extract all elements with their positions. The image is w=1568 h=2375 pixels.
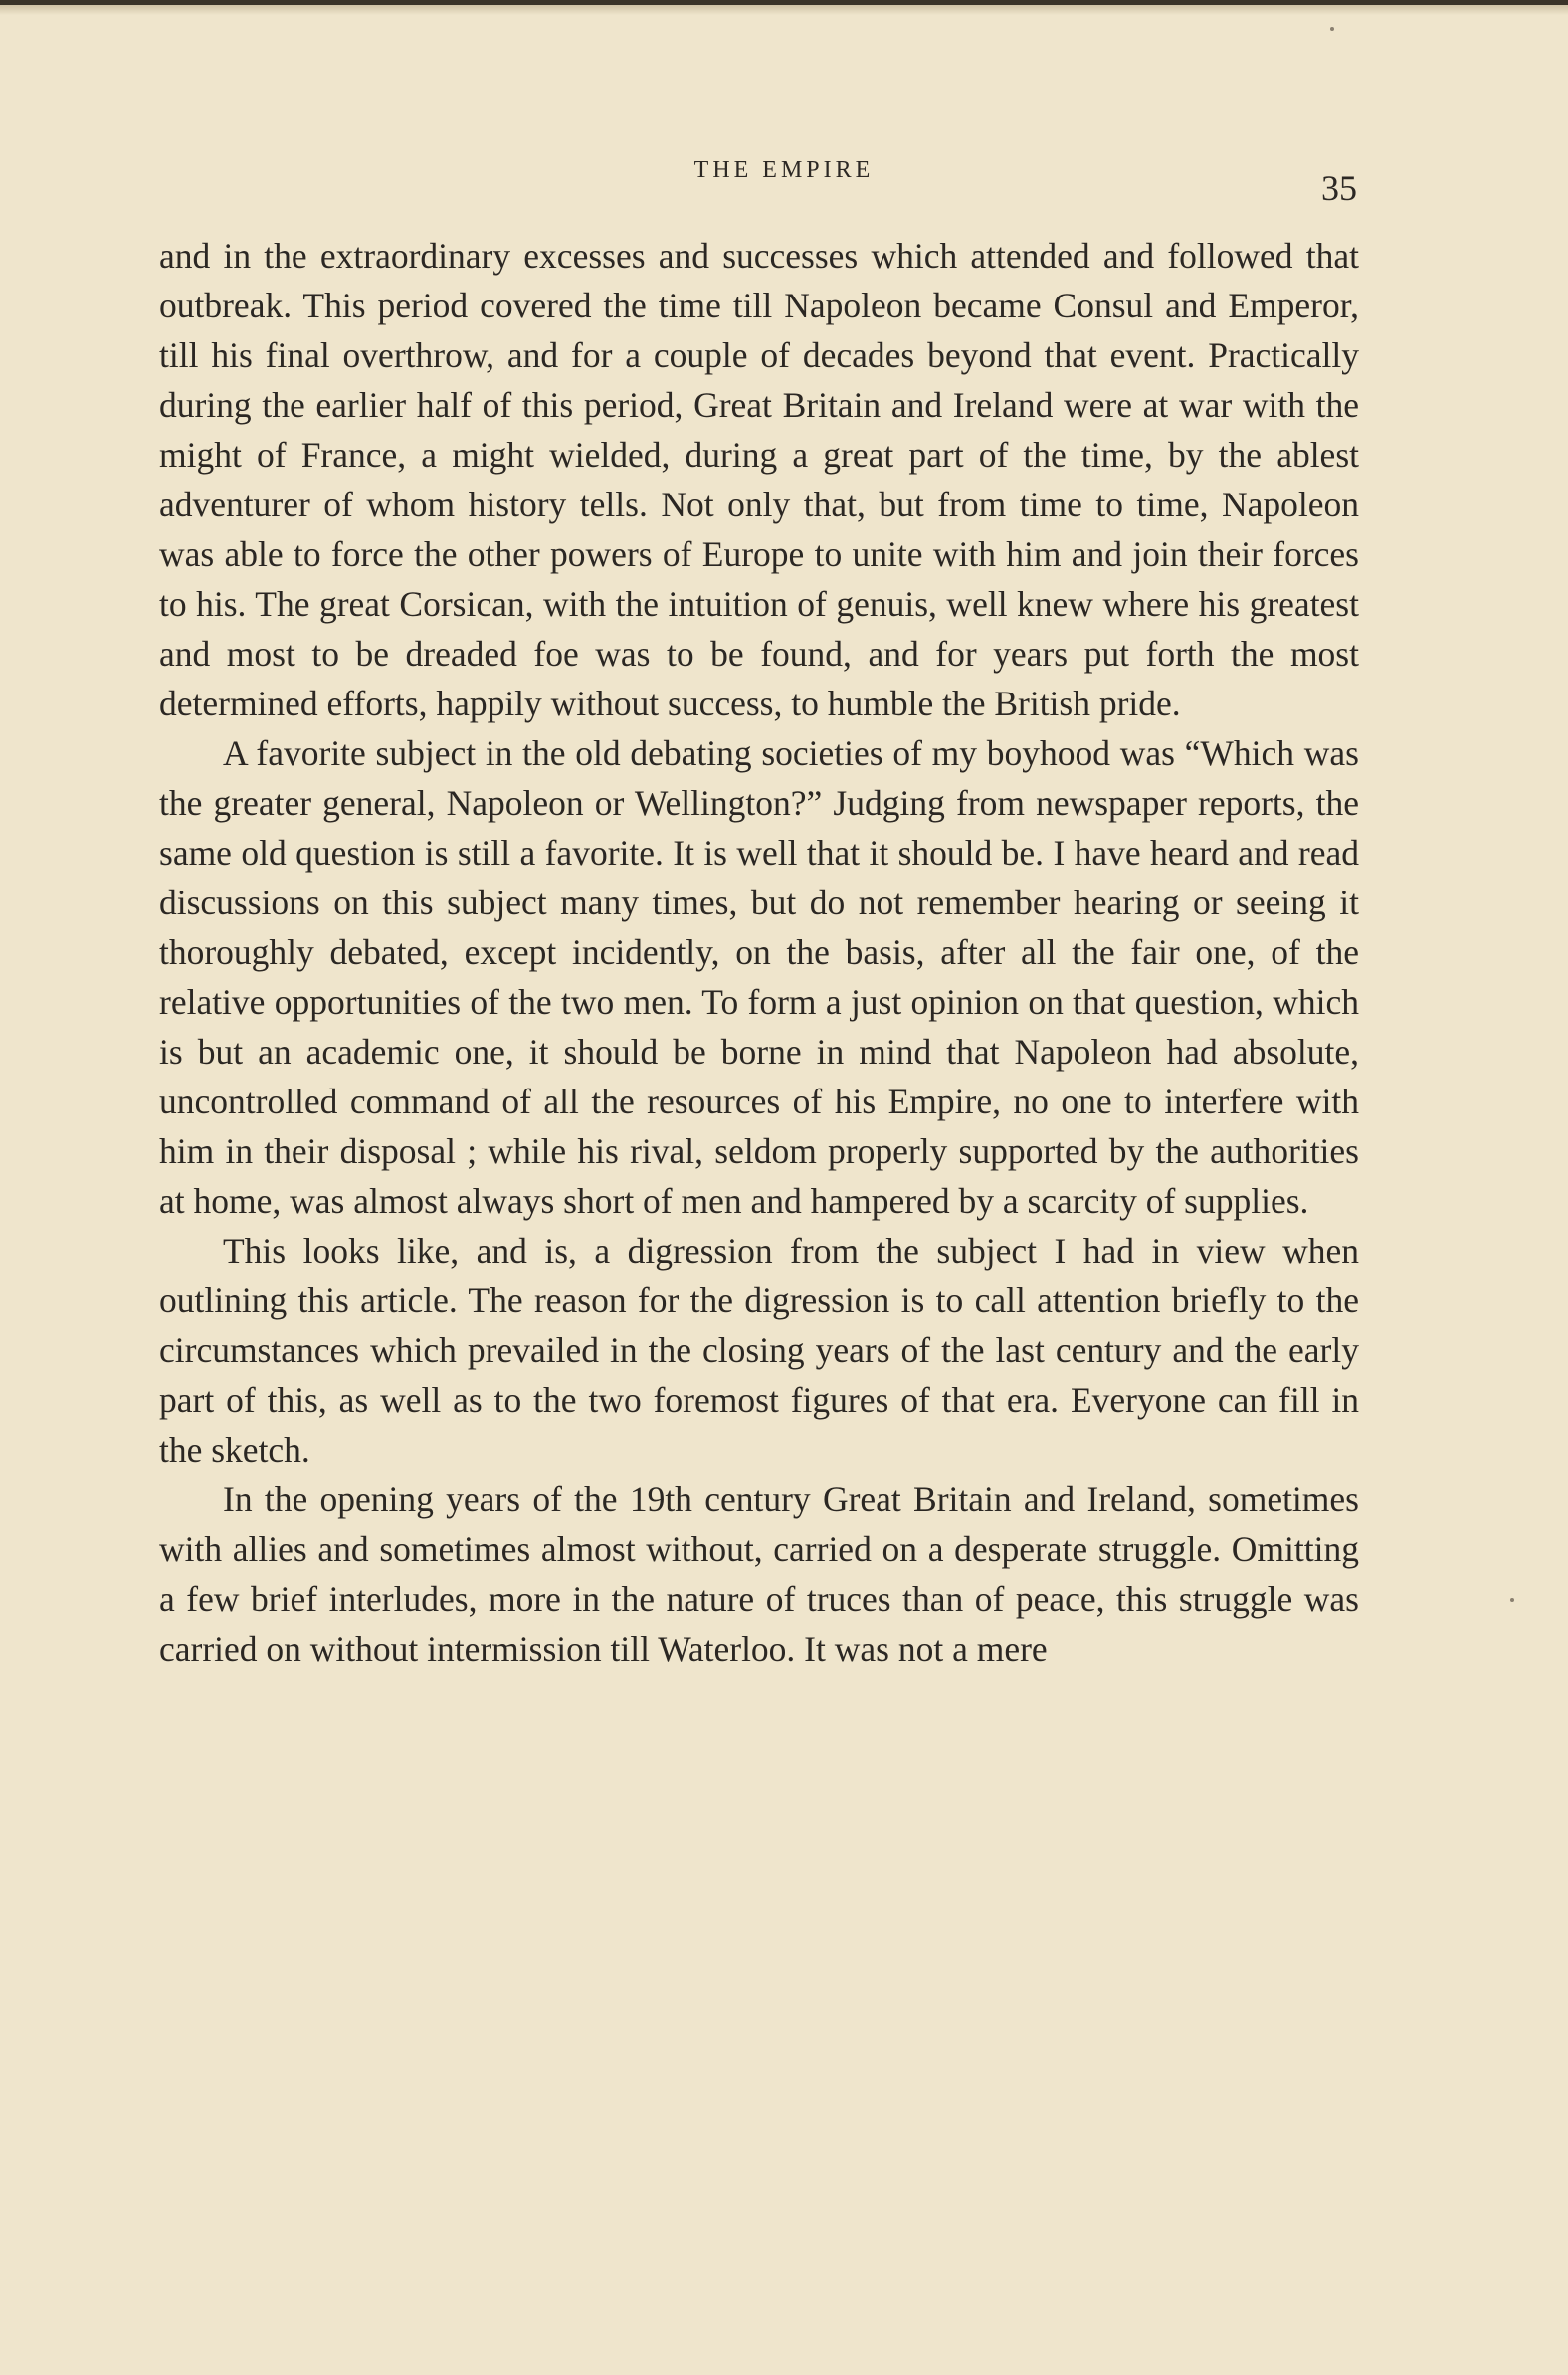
paper-speck xyxy=(1510,1598,1514,1602)
paragraph-nineteenth-century: In the opening years of the 19th century Great Britain and Ireland, sometimes with allies and sometimes almost without, carried on a desperate struggle. Omitting a few brief interludes, more in the nature of truces than of peace, this struggle was carried on without intermission till Waterloo. It was not a mere xyxy=(159,1480,1359,1669)
body-text xyxy=(159,231,1359,1674)
paper-speck xyxy=(1330,27,1334,31)
running-head: THE EMPIRE xyxy=(693,157,875,183)
paragraph-continuation: and in the extraordinary excesses and successes which attended and followed that outbreak. This period covered the time till Napoleon became Consul and Emperor, till his final overthrow, and for a couple of decades beyond that event. Practically during the earlier half of this period, Great Britain and Ireland were at war with the might of France, a might wielded, during a great part of the time, by the ablest adventurer of whom history tells. Not only that, but from time to time, Napoleon was able to force the other powers of Europe to unite with him and join their forces to his. The great Corsican, with the intuition of genuis, well knew where his greatest and most to be dreaded foe was to be found, and for years put forth the most determined efforts, happily without success, to humble the British pride. xyxy=(159,236,1359,723)
paragraph-debating-societies: A favorite subject in the old debating societies of my boyhood was “Which was the greater general, Napoleon or Wellington?” Judging from newspaper reports, the same old question is still a favorite. It is well that it should be. I have heard and read discussions on this subject many times, but do not remember hearing or seeing it thoroughly debated, except incidently, on the basis, after all the fair one, of the relative opportunities of the two men. To form a just opinion on that question, which is but an academic one, it should be borne in mind that Napoleon had absolute, uncontrolled command of all the resources of his Empire, no one to interfere with him in their disposal ; while his rival, seldom properly supported by the authorities at home, was almost always short of men and hampered by a scarcity of supplies. xyxy=(159,733,1359,1221)
paragraph-digression: This looks like, and is, a digression from the subject I had in view when outlining this article. The reason for the digression is to call attention briefly to the circumstances which prevailed in the closing years of the last century and the early part of this, as well as to the two foremost figures of that era. Everyone can fill in the sketch. xyxy=(159,1231,1359,1470)
page-top-shadow xyxy=(0,5,1568,15)
page-header xyxy=(0,157,1568,217)
page-number: 35 xyxy=(1321,168,1357,208)
